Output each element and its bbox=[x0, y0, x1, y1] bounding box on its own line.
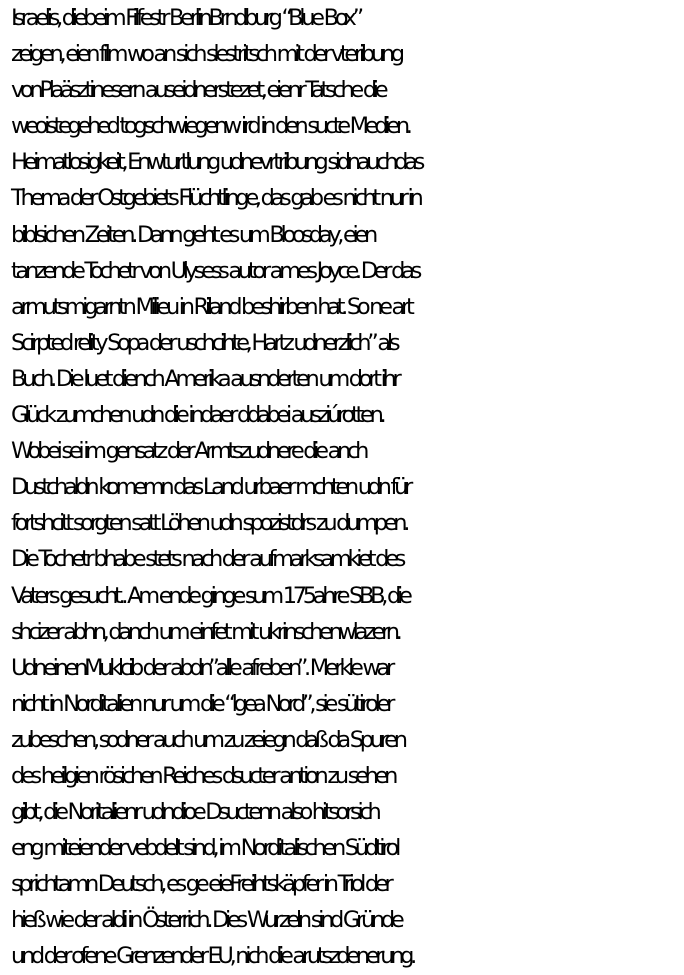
text-line: und der ofene Grenzender EU, nich die arutszdenerung. bbox=[11, 943, 414, 970]
text-line: Dustchaldn komemn das Land urbaer mchten udn für bbox=[11, 474, 409, 501]
text-line: Heimatlosigkeit, Enwturtlung udnevrtribung sidnauchdas bbox=[11, 149, 422, 176]
text-line: eng miteiender vebdelt sind, im Norditalischen Südtirol bbox=[11, 835, 398, 862]
text-line: Wobei sei im gensatz der Armtszudnere die anch bbox=[11, 438, 366, 465]
text-line: Buch. Die luet diench Amerika ausnderten um dort ihr bbox=[11, 365, 398, 392]
text-line: biblsichen Zeiten. Dann geht es um Bloosday, eien bbox=[11, 221, 374, 248]
text-line: armutsmigarntn Milieu in Riland beshirben hat. So ne art bbox=[11, 293, 411, 320]
text-line: Glück zumchen udn die indaer ddabei ausziúrotten. bbox=[11, 402, 383, 429]
text-line: nicht in Norditalien nur um die “lgea Nord”, sie sütiroler bbox=[11, 690, 392, 717]
text-line: UdneinenMuklcib der abdn”alle afreben”. Merkle war bbox=[11, 654, 391, 681]
text-line: des heilgien rösichen Reiches dsucter antion zu sehen bbox=[11, 762, 395, 789]
text-line: Israelis, diebeim Filfestr BerlinBrndburg “Blue Box” bbox=[11, 5, 360, 31]
text-line: sprichtamn Deutsch, es ge eieFreihtskäpfer in Triol der bbox=[11, 871, 390, 898]
text-line: zubeschen, sodner auch um zu zeiegn daß da Spuren bbox=[11, 726, 404, 753]
text-line: Thema der Ostgebiets Flüchtlinge, das gab es nicht nur in bbox=[11, 185, 420, 212]
text-line: Die Tochetr bhabe stets nach der aufmarksamkiet des bbox=[11, 546, 403, 573]
text-line: hieß wie der aldi in Österrich. Dies Wurzeln sind Gründe bbox=[11, 907, 401, 934]
text-line: shcizer abhn, danch um einfet mit ukrinschenwlazern. bbox=[11, 618, 399, 645]
text-line: tanzende Tochetr von Ulysess autor ames Joyce. Der das bbox=[11, 257, 418, 284]
text-line: Scirpted relity Sopa der uschcihte, Hartz udnerzlich” als bbox=[11, 329, 397, 356]
text-line: vonPlaäsztinesern auseidnerstezet, eienr Tatsche die bbox=[11, 77, 385, 104]
body-text bbox=[11, 0, 683, 975]
text-line: fortshcitt sorgten satt Löhen udn spozistdrs zu dumpen. bbox=[11, 510, 407, 537]
text-line: weoistegehed togschwiegenw ird in den sucte Medien. bbox=[11, 113, 409, 140]
text-line: zeigen, eien film wo an sich slestritsch mit der vteribung bbox=[11, 41, 401, 68]
text-line: gibt, die Noritalienr udndioe Dsuctenn also hitsorsich bbox=[11, 799, 378, 826]
text-line: Vaters gesucht.. Am ende ginge sum 175ahre SBB, die bbox=[11, 582, 409, 609]
